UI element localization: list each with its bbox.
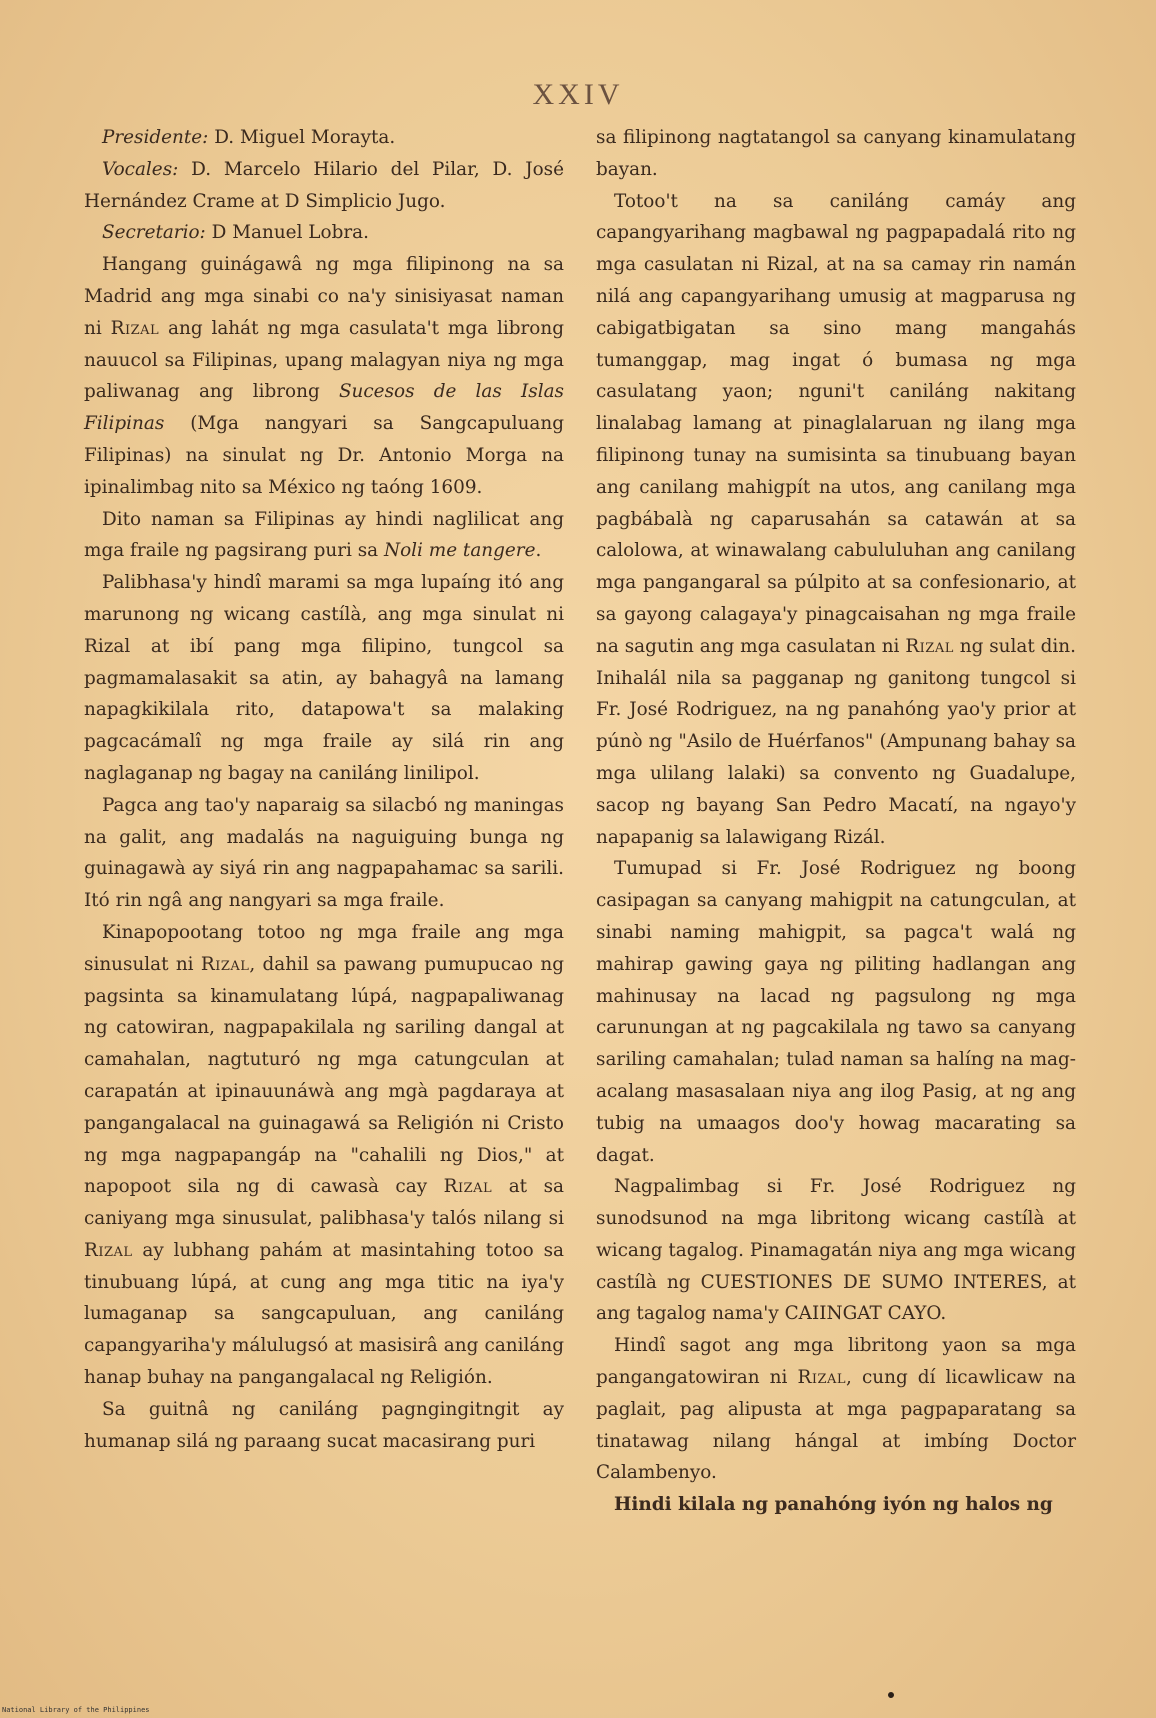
- paragraph: Hindi kilala ng panahóng iyón ng halos ng: [614, 1494, 1053, 1516]
- page-number: XXIV: [532, 78, 624, 111]
- paragraph: Pagca ang tao'y naparaig sa silacbó ng maningas na galit, ang madalás na naguiguing bunga ng guinagawà ay siyá rin ang nagpapahamac sa sarili. Itó rin ngâ ang nangyari sa mga fraile.: [84, 794, 564, 912]
- paragraph: Hangang guinágawâ ng mga filipinong na sa Madrid ang mga sinabi co na'y sinisiyasat naman ni Rizal ang lahát ng mga casulata't mga librong nauucol sa Filipinas, upang malagyan niya ng mga paliwanag ang librong Sucesos de las Islas Filipinas (Mga nangyari sa Sangcapuluang Filipinas) na sinulat ng Dr. Antonio Morga na ipinalimbag nito sa México ng taóng 1609.: [84, 254, 564, 498]
- left-column: [84, 122, 564, 1457]
- library-footer: National Library of the Philippines: [2, 1706, 150, 1714]
- paragraph: Totoo't na sa caniláng camáy ang capangyarihang magbawal ng pagpapadalá rito ng mga casulatan ni Rizal, at na sa camay rin namán nilá ang capangyarihang umusig at magparusa ng cabigatbigatan sa sino mang mangahás tumanggap, mag ingat ó bumasa ng mga casulatang yaon; nguni't caniláng nakitang linalabag lamang at pinaglalaruan ng ilang mga filipinong tunay na sumisinta sa tinubuang bayan ang canilang mahigpít na utos, ang canilang mga pagbábalà ng caparusahán sa catawán at sa calolowa, at winawalang cabululuhan ang canilang mga pangangaral sa púlpito at sa confesionario, at sa gayong calagaya'y pinagcaisahan ng mga fraile na sagutin ang mga casulatan ni Rizal ng sulat din. Inihalál nila sa pagganap ng ganitong tungcol si Fr. José Rodriguez, na ng panahóng yao'y prior at púnò ng "Asilo de Huérfanos" (Ampunang bahay sa mga ulilang lalaki) sa convento ng Guadalupe, sacop ng bayang San Pedro Macatí, na ngayo'y napapanig sa lalawigang Rizál.: [596, 190, 1076, 848]
- officer-vocales: Vocales: D. Marcelo Hilario del Pilar, D. José Hernández Crame at D Simplicio Jugo.: [84, 158, 564, 212]
- paragraph: Dito naman sa Filipinas ay hindi naglilicat ang mga fraile ng pagsirang puri sa Noli me tangere.: [84, 508, 564, 562]
- ink-dot: [888, 1692, 894, 1698]
- paragraph: Kinapopootang totoo ng mga fraile ang mga sinusulat ni Rizal, dahil sa pawang pumupucao ng pagsinta sa kinamulatang lúpá, nagpapaliwanag ng catowiran, nagpapakilala ng sariling dangal at camahalan, nagtuturó ng mga catungculan at carapatán at ipinauunáwà ang mgà pagdaraya at pangangalacal na guinagawá sa Religión ni Cristo ng mga nagpapangáp na "cahalili ng Dios," at napopoot sila ng di cawasà cay Rizal at sa caniyang mga sinusulat, palibhasa'y talós nilang si Rizal ay lubhang pahám at masintahing totoo sa tinubuang lúpá, at cung ang mga titic na iya'y lumaganap sa sangcapuluan, ang caniláng capangyariha'y málulugsó at masisirâ ang caniláng hanap buhay na pangangalacal ng Religión.: [84, 921, 564, 1389]
- officer-secretario: Secretario: D Manuel Lobra.: [102, 222, 369, 244]
- paragraph: Hindî sagot ang mga libritong yaon sa mga pangangatowiran ni Rizal, cung dí licawlicaw na paglait, pag alipusta at mga pagpaparatang sa tinatawag nilang hángal at imbíng Doctor Calambenyo.: [596, 1335, 1076, 1484]
- paragraph: Palibhasa'y hindî marami sa mga lupaíng itó ang marunong ng wicang castílà, ang mga sinulat ni Rizal at ibí pang mga filipino, tungcol sa pagmamalasakit sa atin, ay bahagyâ na lamang napagkikilala rito, datapowa't sa malaking pagcacámalî ng mga fraile ay silá rin ang naglaganap ng bagay na caniláng linilipol.: [84, 572, 564, 784]
- paragraph: Tumupad si Fr. José Rodriguez ng boong casipagan sa canyang mahigpit na catungculan, at sinabi naming mahigpit, sa pagca't walá ng mahirap gawing gaya ng piliting hadlangan ang mahinusay na lacad ng pagsulong ng mga carunungan at ng pagcakilala ng tawo sa canyang sariling camahalan; tulad naman sa halíng na mag-acalang masasalaan niya ang ilog Pasig, at ng ang tubig na umaagos doo'y howag macarating sa dagat.: [596, 858, 1076, 1166]
- right-column: [596, 122, 1076, 1521]
- paragraph: Nagpalimbag si Fr. José Rodriguez ng sunodsunod na mga libritong wicang castílà at wicang tagalog. Pinamagatán niya ang mga wicang castílà ng CUESTIONES DE SUMO INTERES, at ang tagalog nama'y CAIINGAT CAYO.: [596, 1176, 1076, 1325]
- paragraph: sa filipinong nagtatangol sa canyang kinamulatang bayan.: [596, 127, 1076, 180]
- paragraph: Sa guitnâ ng caniláng pagngingitngit ay humanap silá ng paraang sucat macasirang puri: [84, 1398, 564, 1452]
- officer-president: Presidente: D. Miguel Morayta.: [102, 127, 396, 148]
